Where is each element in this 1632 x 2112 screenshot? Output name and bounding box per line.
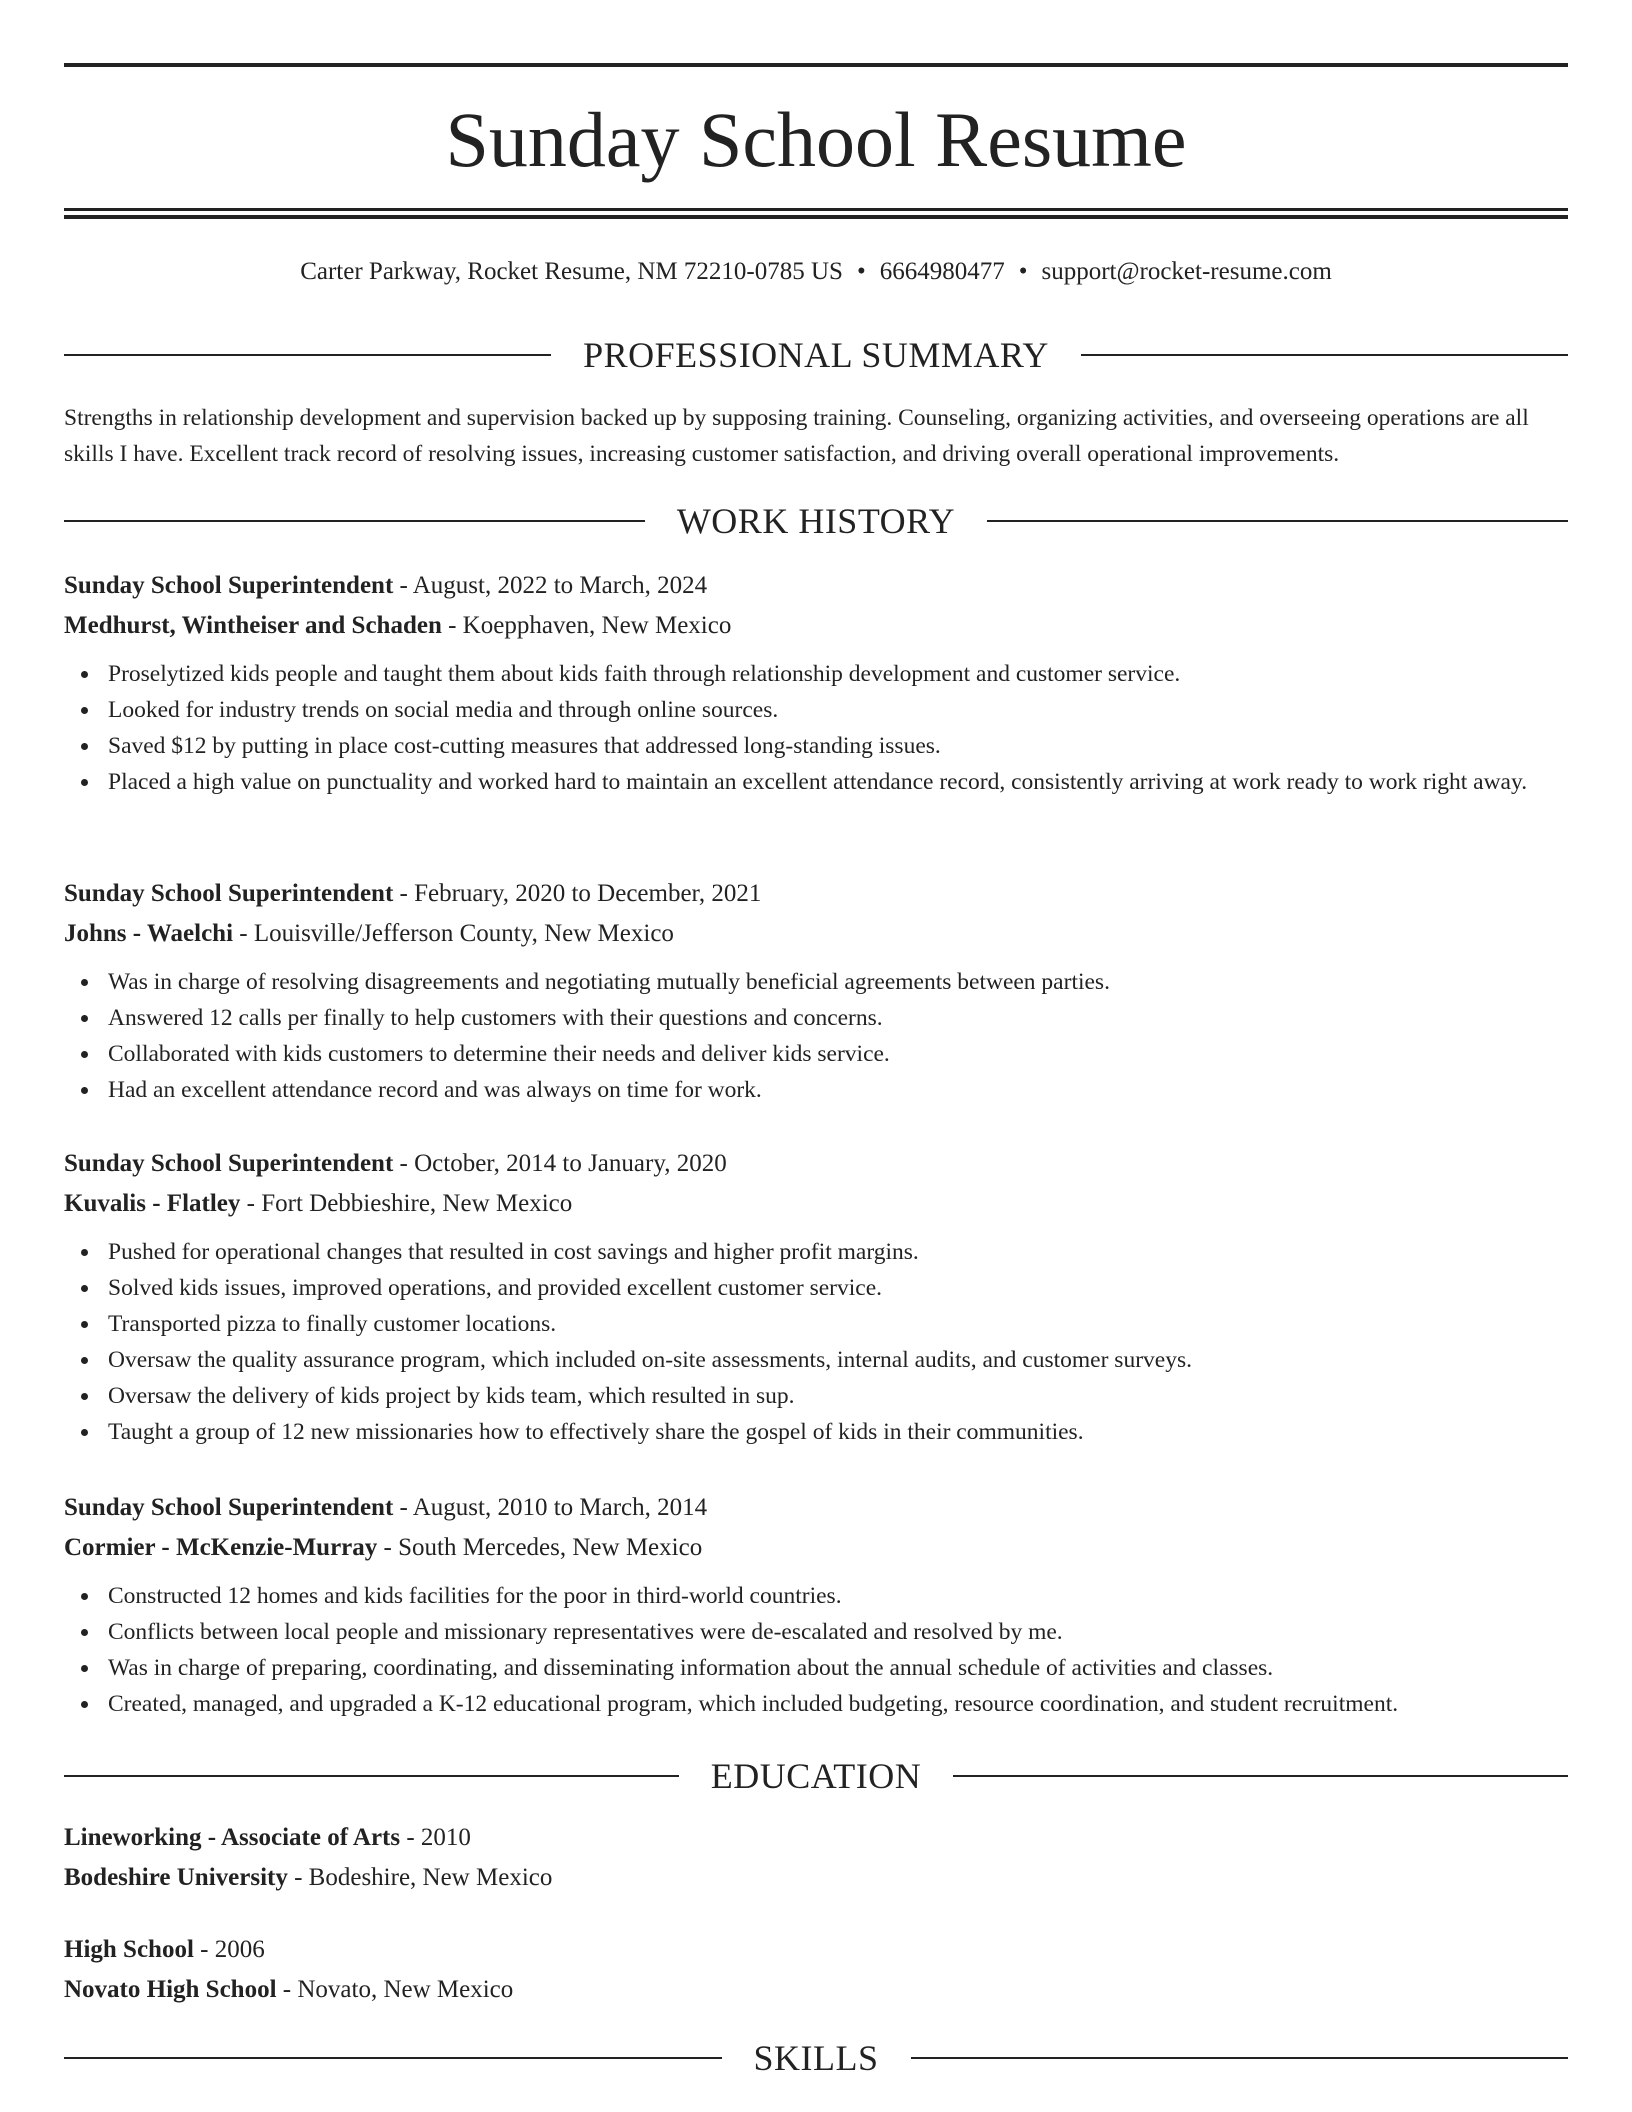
job-bullet-text: Constructed 12 homes and kids facilities for the poor in third-world countries. [108,1583,842,1609]
section-header-education [64,1754,1568,1798]
job-location: - South Mercedes, New Mexico [377,1534,703,1561]
job-bullet-text: Answered 12 calls per finally to help customers with their questions and concerns. [108,1005,883,1031]
job-bullet-text: Solved kids issues, improved operations, and provided excellent customer service. [108,1275,883,1301]
job-company: Cormier - McKenzie-Murray [64,1534,378,1561]
job-bullet [108,1234,1568,1270]
section-header-work-history [64,499,1568,543]
job-bullet [108,1072,1568,1108]
job-bullet-text: Oversaw the delivery of kids project by kids team, which resulted in sup. [108,1383,795,1409]
job-entry [64,566,1568,800]
bullet-dot [81,671,88,678]
contact-email: support@rocket-resume.com [1041,258,1332,285]
bullet-dot [81,1051,88,1058]
education-entry [64,1930,1568,2010]
job-title: Sunday School Superintendent [64,1494,394,1521]
job-company: Johns - Waelchi [64,920,234,947]
job-location: - Louisville/Jefferson County, New Mexico [233,920,674,947]
job-bullet [108,1342,1568,1378]
job-bullet-text: Was in charge of preparing, coordinating, and disseminating information about the annual schedule of activities and classes. [108,1655,1274,1681]
education-location: - Bodeshire, New Mexico [287,1864,553,1891]
education-school: Novato High School [64,1976,277,2003]
title-bottom-rule-second [64,215,1568,219]
bullet-dot [81,743,88,750]
education-location: - Novato, New Mexico [276,1976,514,2003]
section-rule [64,354,551,356]
job-bullet [108,764,1568,800]
job-title: Sunday School Superintendent [64,1150,394,1177]
job-bullet [108,728,1568,764]
section-header-skills [64,2036,1568,2080]
bullet-dot [81,779,88,786]
bullet-dot [81,1393,88,1400]
job-bullet-text: Placed a high value on punctuality and worked hard to maintain an excellent attendance record, consistently arriving at work ready to work right away. [108,769,1528,795]
job-bullet-text: Oversaw the quality assurance program, which included on-site assessments, internal audits, and customer surveys. [108,1347,1192,1373]
contact-phone: 6664980477 [879,258,1005,285]
section-rule [64,2057,722,2059]
section-rule [1081,354,1568,356]
job-entry [64,874,1568,1108]
job-bullet-text: Collaborated with kids customers to determine their needs and deliver kids service. [108,1041,890,1067]
job-bullet [108,1378,1568,1414]
section-rule [64,1775,679,1777]
job-title: Sunday School Superintendent [64,880,394,907]
job-entry [64,1144,1568,1450]
job-bullet [108,1414,1568,1450]
job-bullet-text: Saved $12 by putting in place cost-cutting measures that addressed long-standing issues. [108,733,941,759]
job-bullets [64,1234,1568,1450]
job-bullet [108,1614,1568,1650]
education-year: - 2010 [400,1824,471,1851]
contact-separator: • [856,258,866,285]
job-entry [64,1488,1568,1722]
job-bullet-text: Looked for industry trends on social media and through online sources. [108,697,779,723]
contact-address: Carter Parkway, Rocket Resume, NM 72210-0785 US [300,258,843,285]
bullet-dot [81,1015,88,1022]
job-bullet [108,1000,1568,1036]
bullet-dot [81,1357,88,1364]
bullet-dot [81,1593,88,1600]
section-title: SKILLS [753,2038,879,2078]
bullet-dot [81,1629,88,1636]
education-year: - 2006 [193,1936,265,1963]
job-bullet-text: Had an excellent attendance record and was always on time for work. [108,1077,762,1103]
section-rule [64,520,645,522]
job-bullet-text: Pushed for operational changes that resulted in cost savings and higher profit margins. [108,1239,919,1265]
bullet-dot [81,1321,88,1328]
job-bullet [108,1578,1568,1614]
job-bullet [108,1306,1568,1342]
education-degree: Lineworking - Associate of Arts [64,1824,401,1851]
job-dates: - August, 2010 to March, 2014 [393,1494,708,1521]
section-rule [911,2057,1569,2059]
section-rule [953,1775,1568,1777]
education-entry [64,1818,1568,1898]
job-bullet [108,1650,1568,1686]
job-bullet [108,1686,1568,1722]
job-dates: - February, 2020 to December, 2021 [393,880,762,907]
job-bullets [64,1578,1568,1722]
bullet-dot [81,1285,88,1292]
job-bullets [64,656,1568,800]
title-bottom-rule [64,208,1568,211]
contact-separator: • [1018,258,1028,285]
job-bullet [108,656,1568,692]
section-title: EDUCATION [710,1756,922,1796]
education-degree: High School [64,1936,194,1963]
bullet-dot [81,1249,88,1256]
job-location: - Koepphaven, New Mexico [441,612,732,639]
section-rule [987,520,1568,522]
bullet-dot [81,707,88,714]
job-location: - Fort Debbieshire, New Mexico [240,1190,573,1217]
title-top-rule [64,63,1568,67]
job-bullet-text: Created, managed, and upgraded a K-12 educational program, which included budgeting, resource coordination, and student recruitment. [108,1691,1399,1717]
contact-line [64,256,1568,288]
job-bullets [64,964,1568,1108]
job-company: Medhurst, Wintheiser and Schaden [64,612,442,639]
section-title: WORK HISTORY [676,501,956,541]
job-bullet-text: Proselytized kids people and taught them about kids faith through relationship development and customer service. [108,661,1181,687]
bullet-dot [81,1701,88,1708]
job-bullet [108,1036,1568,1072]
job-title: Sunday School Superintendent [64,572,394,599]
section-header-summary [64,333,1568,377]
page-title: Sunday School Resume [445,96,1187,183]
bullet-dot [81,1087,88,1094]
job-bullet-text: Conflicts between local people and missionary representatives were de-escalated and resolved by me. [108,1619,1063,1645]
job-bullet-text: Taught a group of 12 new missionaries how to effectively share the gospel of kids in their communities. [108,1419,1084,1445]
job-bullet [108,964,1568,1000]
job-bullet [108,692,1568,728]
job-bullet-text: Transported pizza to finally customer locations. [108,1311,557,1337]
job-bullet-text: Was in charge of resolving disagreements and negotiating mutually beneficial agreements between parties. [108,969,1110,995]
section-title: PROFESSIONAL SUMMARY [583,335,1049,375]
job-dates: - August, 2022 to March, 2024 [393,572,708,599]
bullet-dot [81,1665,88,1672]
education-school: Bodeshire University [64,1864,288,1891]
summary-text: Strengths in relationship development and supervision backed up by supposing training. Counseling, organizing activities, and overseeing operations are all skills I have. Excellent track record of resolving issues, increasing customer satisfaction, and driving overall operational improvements. [64,405,1529,467]
job-bullet [108,1270,1568,1306]
bullet-dot [81,979,88,986]
job-company: Kuvalis - Flatley [64,1190,241,1217]
job-dates: - October, 2014 to January, 2020 [393,1150,727,1177]
bullet-dot [81,1429,88,1436]
